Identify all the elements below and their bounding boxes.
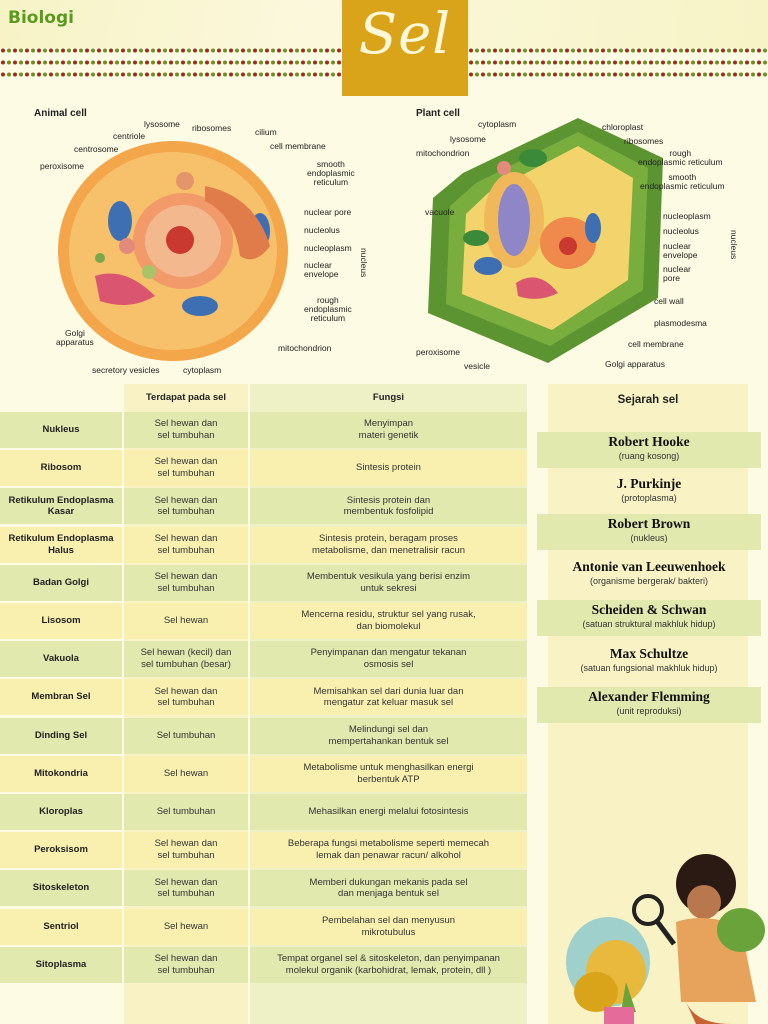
animal-label-nucleolus: nucleolus bbox=[304, 225, 340, 235]
plant-label-ribosomes: ribosomes bbox=[624, 136, 664, 146]
table-row bbox=[0, 718, 527, 754]
organel-function: Menyimpan materi genetik bbox=[250, 412, 527, 448]
table-row bbox=[0, 870, 527, 906]
history-item bbox=[537, 474, 761, 510]
animal-label-cytoplasm: cytoplasm bbox=[183, 365, 222, 375]
page-title-box bbox=[342, 0, 468, 96]
history-contribution: (protoplasma) bbox=[621, 493, 677, 503]
organel-location: Sel hewan bbox=[124, 756, 248, 792]
organel-name: Sitoplasma bbox=[0, 947, 122, 983]
plant-label-vesicle: vesicle bbox=[464, 361, 490, 371]
history-scientist: Robert Hooke bbox=[608, 434, 690, 449]
table-row bbox=[0, 488, 527, 524]
history-contribution: (satuan struktural makhluk hidup) bbox=[582, 619, 716, 629]
history-scientist: Robert Brown bbox=[607, 516, 691, 531]
plant-label-vacuole: vacuole bbox=[425, 207, 455, 217]
history-scientist: Antonie van Leeuwenhoek bbox=[572, 559, 726, 574]
organel-function: Pembelahan sel dan menyusun mikrotubulus bbox=[250, 909, 527, 945]
organel-location: Sel hewan bbox=[124, 909, 248, 945]
table-row bbox=[0, 947, 527, 983]
organel-function: Beberapa fungsi metabolisme seperti memecah lemak dan penawar racun/ alkohol bbox=[250, 832, 527, 868]
plant-label-nuclear-pore: nuclear pore bbox=[663, 264, 691, 283]
table-row bbox=[0, 909, 527, 945]
organel-location: Sel hewan dan sel tumbuhan bbox=[124, 565, 248, 601]
organel-function: Metabolisme untuk menghasilkan energi berbentuk ATP bbox=[250, 756, 527, 792]
organel-function: Sintesis protein dan membentuk fosfolipid bbox=[250, 488, 527, 524]
organel-name: Peroksisom bbox=[0, 832, 122, 868]
animal-label-lysosome: lysosome bbox=[144, 119, 180, 129]
plant-label-smooth-er: smooth endoplasmic reticulum bbox=[640, 172, 725, 191]
table-row bbox=[0, 412, 527, 448]
organel-name: Sentriol bbox=[0, 909, 122, 945]
organel-function: Tempat organel sel & sitoskeleton, dan penyimpanan molekul organik (karbohidrat, lemak, protein, dll ) bbox=[250, 947, 527, 983]
organel-function: Memisahkan sel dari dunia luar dan mengatur zat keluar masuk sel bbox=[250, 679, 527, 715]
history-item bbox=[537, 687, 761, 723]
animal-label-golgi: Golgi apparatus bbox=[56, 328, 94, 347]
history-scientist: Max Schultze bbox=[609, 646, 689, 661]
animal-label-nucleoplasm: nucleoplasm bbox=[304, 243, 352, 253]
table-row bbox=[0, 756, 527, 792]
table-row bbox=[0, 565, 527, 601]
page-title: Sel bbox=[358, 2, 452, 67]
history-contribution: (nukleus) bbox=[630, 533, 668, 543]
animal-label-rough-er: rough endoplasmic reticulum bbox=[304, 295, 352, 323]
table-row bbox=[0, 603, 527, 639]
organel-location: Sel hewan dan sel tumbuhan bbox=[124, 947, 248, 983]
organel-location: Sel hewan dan sel tumbuhan bbox=[124, 527, 248, 563]
animal-label-centriole: centriole bbox=[113, 131, 146, 141]
organel-location: Sel tumbuhan bbox=[124, 718, 248, 754]
history-item bbox=[537, 432, 761, 468]
animal-label-secretory-vesicles: secretory vesicles bbox=[92, 365, 160, 375]
organel-name: Badan Golgi bbox=[0, 565, 122, 601]
organel-name: Kloroplas bbox=[0, 794, 122, 830]
table-row bbox=[0, 679, 527, 715]
explorer-with-magnifier-illustration bbox=[556, 852, 768, 1024]
history-contribution: (ruang kosong) bbox=[618, 451, 680, 461]
animal-label-smooth-er: smooth endoplasmic reticulum bbox=[307, 159, 355, 187]
organel-name: Vakuola bbox=[0, 641, 122, 677]
history-item bbox=[537, 600, 761, 636]
organel-name: Nukleus bbox=[0, 412, 122, 448]
plant-label-lysosome: lysosome bbox=[450, 134, 486, 144]
organel-name: Lisosom bbox=[0, 603, 122, 639]
history-item bbox=[537, 557, 761, 593]
plant-label-golgi: Golgi apparatus bbox=[605, 359, 666, 369]
history-scientist: Alexander Flemming bbox=[588, 689, 710, 704]
table-row bbox=[0, 832, 527, 868]
organel-function: Mehasilkan energi melalui fotosintesis bbox=[250, 794, 527, 830]
organel-name: Sitoskeleton bbox=[0, 870, 122, 906]
plant-label-cell-membrane: cell membrane bbox=[628, 339, 684, 349]
animal-label-centrosome: centrosome bbox=[74, 144, 119, 154]
table-header-location: Terdapat pada sel bbox=[145, 392, 227, 403]
table-row bbox=[0, 450, 527, 486]
organel-location: Sel tumbuhan bbox=[124, 794, 248, 830]
plant-label-nucleoplasm: nucleoplasm bbox=[663, 211, 711, 221]
organel-location: Sel hewan bbox=[124, 603, 248, 639]
table-row bbox=[0, 641, 527, 677]
organel-location: Sel hewan dan sel tumbuhan bbox=[124, 412, 248, 448]
organel-name: Mitokondria bbox=[0, 756, 122, 792]
plant-label-mitochondrion: mitochondrion bbox=[416, 148, 470, 158]
table-row bbox=[0, 794, 527, 830]
animal-label-cilium: cilium bbox=[255, 127, 277, 137]
plant-cell-title: Plant cell bbox=[416, 108, 460, 119]
subject-label: Biologi bbox=[8, 8, 74, 28]
plant-label-nucleus: nucleus bbox=[729, 230, 739, 260]
plant-label-cytoplasm: cytoplasm bbox=[478, 119, 517, 129]
history-scientist: Scheiden & Schwan bbox=[591, 602, 707, 617]
organel-name: Retikulum Endoplasma Halus bbox=[0, 527, 122, 563]
history-item bbox=[537, 514, 761, 550]
animal-label-ribosomes: ribosomes bbox=[192, 123, 232, 133]
history-contribution: (unit reproduksi) bbox=[616, 706, 682, 716]
plant-label-nucleolus: nucleolus bbox=[663, 226, 699, 236]
animal-label-mitochondrion: mitochondrion bbox=[278, 343, 332, 353]
organel-location: Sel hewan dan sel tumbuhan bbox=[124, 870, 248, 906]
table-row bbox=[0, 527, 527, 563]
history-scientist: J. Purkinje bbox=[616, 476, 682, 491]
organel-name: Dinding Sel bbox=[0, 718, 122, 754]
animal-label-peroxisome: peroxisome bbox=[40, 161, 84, 171]
organel-location: Sel hewan dan sel tumbuhan bbox=[124, 488, 248, 524]
organel-function: Sintesis protein bbox=[250, 450, 527, 486]
animal-label-nuclear-pore: nuclear pore bbox=[304, 207, 352, 217]
organel-function: Membentuk vesikula yang berisi enzim untuk sekresi bbox=[250, 565, 527, 601]
plant-label-peroxisome: peroxisome bbox=[416, 347, 460, 357]
organel-name: Retikulum Endoplasma Kasar bbox=[0, 488, 122, 524]
table-header-function: Fungsi bbox=[372, 392, 405, 403]
organel-location: Sel hewan dan sel tumbuhan bbox=[124, 832, 248, 868]
history-contribution: (satuan fungsional makhluk hidup) bbox=[580, 663, 718, 673]
animal-cell-title: Animal cell bbox=[34, 108, 87, 119]
organel-location: Sel hewan dan sel tumbuhan bbox=[124, 450, 248, 486]
plant-label-chloroplast: chloroplast bbox=[602, 122, 644, 132]
organel-function: Sintesis protein, beragam proses metabolisme, dan menetralisir racun bbox=[250, 527, 527, 563]
organel-function: Penyimpanan dan mengatur tekanan osmosis sel bbox=[250, 641, 527, 677]
organel-location: Sel hewan dan sel tumbuhan bbox=[124, 679, 248, 715]
organel-name: Ribosom bbox=[0, 450, 122, 486]
plant-label-cell-wall: cell wall bbox=[654, 296, 684, 306]
animal-label-nuclear-envelope: nuclear envelope bbox=[304, 260, 339, 279]
organel-function: Mencerna residu, struktur sel yang rusak, dan biomolekul bbox=[250, 603, 527, 639]
history-item bbox=[537, 644, 761, 680]
plant-label-rough-er: rough endoplasmic reticulum bbox=[638, 148, 723, 167]
plant-label-plasmodesma: plasmodesma bbox=[654, 318, 707, 328]
animal-label-cell-membrane: cell membrane bbox=[270, 141, 326, 151]
history-title: Sejarah sel bbox=[617, 394, 679, 406]
organel-name: Membran Sel bbox=[0, 679, 122, 715]
animal-label-nucleus: nucleus bbox=[359, 248, 369, 278]
organel-location: Sel hewan (kecil) dan sel tumbuhan (besar) bbox=[124, 641, 248, 677]
plant-label-nuclear-envelope: nuclear envelope bbox=[663, 241, 698, 260]
organel-function: Melindungi sel dan mempertahankan bentuk sel bbox=[250, 718, 527, 754]
organel-function: Memberi dukungan mekanis pada sel dan menjaga bentuk sel bbox=[250, 870, 527, 906]
history-contribution: (organisme bergerak/ bakteri) bbox=[589, 576, 709, 586]
